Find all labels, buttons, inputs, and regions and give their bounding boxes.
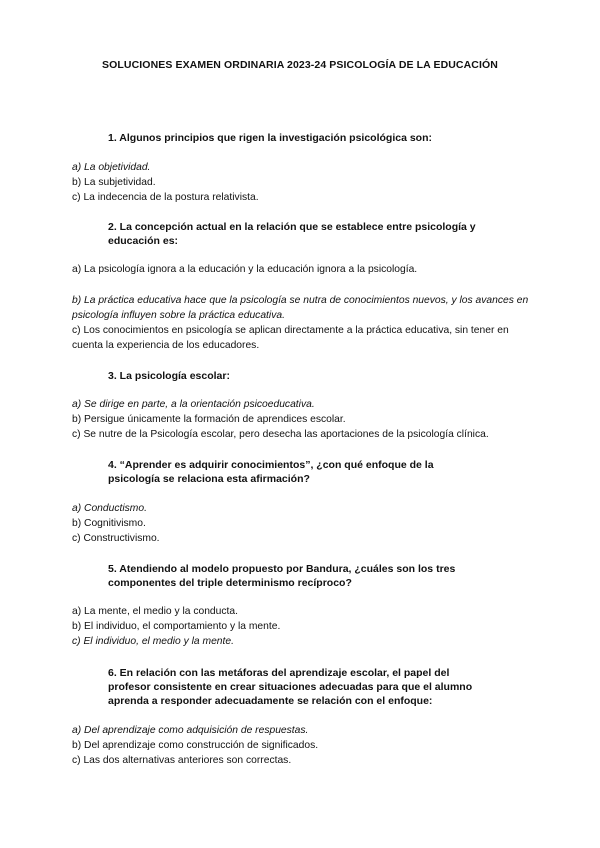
- question-5-option-b: b) El individuo, el comportamiento y la mente.: [72, 621, 281, 632]
- question-1: 1. Algunos principios que rigen la investigación psicológica son:: [108, 132, 432, 144]
- question-1-option-b: b) La subjetividad.: [72, 177, 156, 188]
- question-3-option-c: c) Se nutre de la Psicología escolar, pero desecha las aportaciones de la psicología clínica.: [72, 429, 489, 440]
- question-4-option-a: a) Conductismo.: [72, 503, 147, 514]
- question-3-option-a: a) Se dirige en parte, a la orientación psicoeducativa.: [72, 399, 315, 410]
- question-2: 2. La concepción actual en la relación que se establece entre psicología y educación es:: [108, 221, 476, 247]
- question-6: 6. En relación con las metáforas del aprendizaje escolar, el papel del profesor consistente en crear situaciones adecuadas para que el alumno aprenda a responder adecuadamente se relación con el enfoque:: [108, 667, 473, 707]
- question-3-option-b: b) Persigue únicamente la formación de aprendices escolar.: [72, 414, 346, 425]
- question-4-option-b: b) Cognitivismo.: [72, 518, 146, 529]
- document-title: SOLUCIONES EXAMEN ORDINARIA 2023-24 PSICOLOGÍA DE LA EDUCACIÓN: [102, 59, 498, 71]
- question-5: 5. Atendiendo al modelo propuesto por Bandura, ¿cuáles son los tres componentes del triple determinismo recíproco?: [108, 563, 456, 589]
- question-1-option-c: c) La indecencia de la postura relativista.: [72, 192, 259, 203]
- question-2-option-c: c) Los conocimientos en psicología se aplican directamente a la práctica educativa, sin tener en cuenta la experiencia de los educadores.: [72, 325, 509, 351]
- question-6-option-c: c) Las dos alternativas anteriores son correctas.: [72, 755, 292, 766]
- question-1-option-a: a) La objetividad.: [72, 162, 151, 173]
- question-2-option-b: b) La práctica educativa hace que la psicología se nutra de conocimientos nuevos, y los avances en psicología influyen sobre la práctica educativa.: [72, 295, 529, 321]
- question-6-option-a: a) Del aprendizaje como adquisición de respuestas.: [72, 725, 309, 736]
- question-6-option-b: b) Del aprendizaje como construcción de significados.: [72, 740, 319, 751]
- question-5-option-a: a) La mente, el medio y la conducta.: [72, 606, 238, 617]
- question-4: 4. “Aprender es adquirir conocimientos”, ¿con qué enfoque de la psicología se relaciona esta afirmación?: [108, 459, 434, 485]
- question-5-option-c: c) El individuo, el medio y la mente.: [72, 636, 234, 647]
- question-3: 3. La psicología escolar:: [108, 370, 230, 382]
- question-4-option-c: c) Constructivismo.: [72, 533, 160, 544]
- question-2-option-a: a) La psicología ignora a la educación y la educación ignora a la psicología.: [72, 264, 418, 275]
